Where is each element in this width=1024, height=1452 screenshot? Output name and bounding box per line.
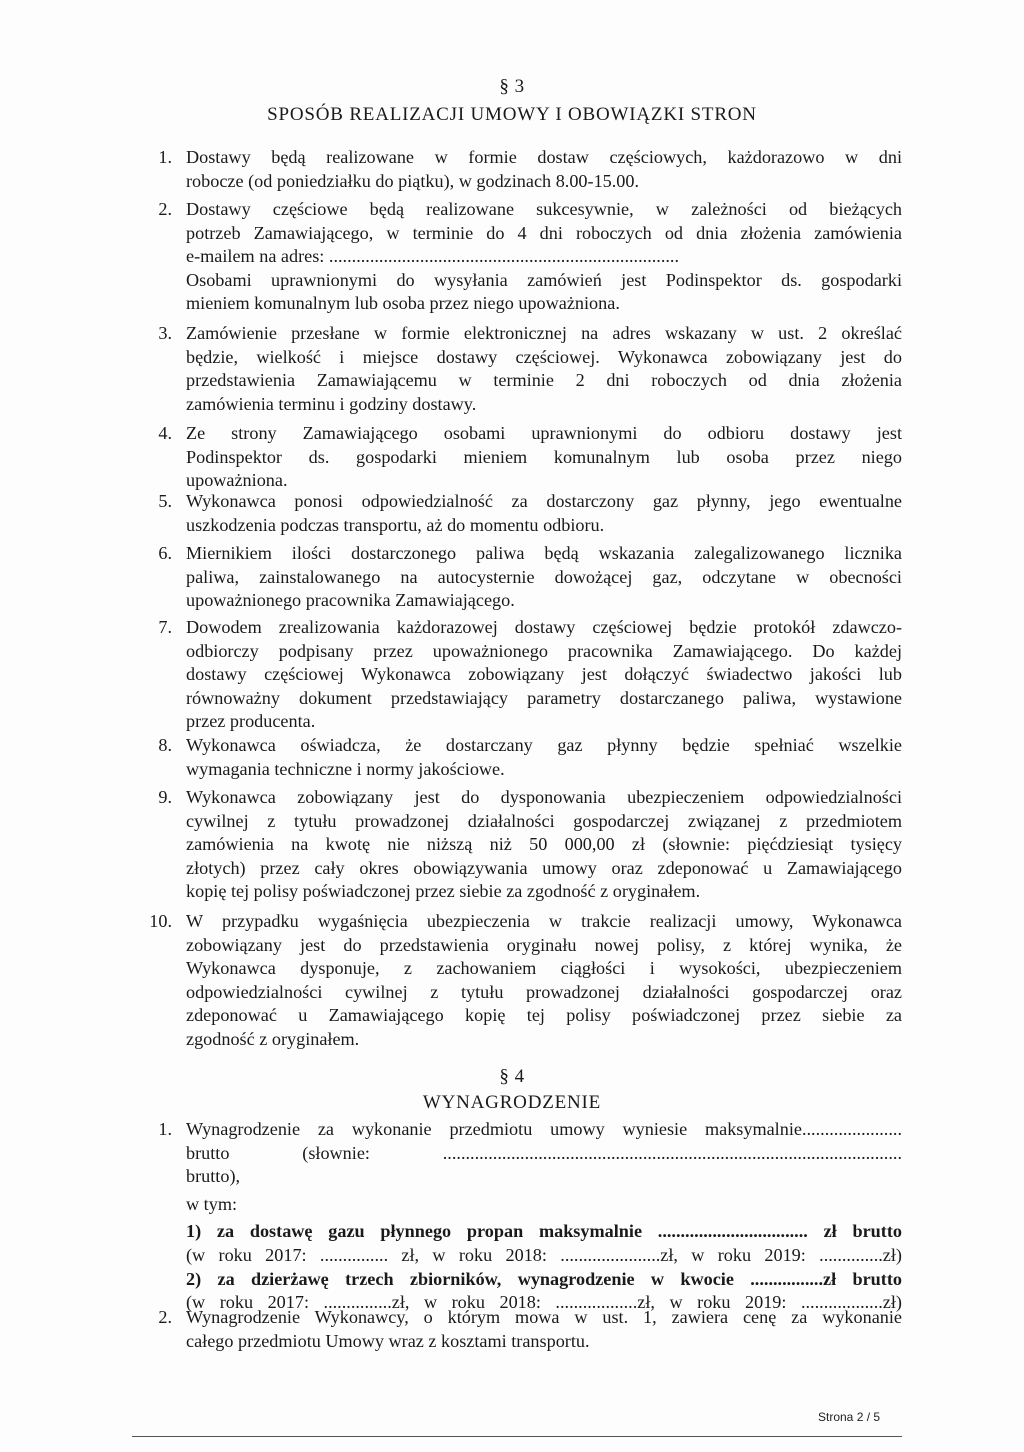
item-line: Miernikiem ilości dostarczonego paliwa będą wskazania zalegalizowanego licznika <box>186 543 902 563</box>
sub-item-tanks: 2) za dzierżawę trzech zbiorników, wynagrodzenie w kwocie ................zł brutto <box>186 1268 902 1289</box>
item-line: odbiorczy podpisany przez upoważnionego pracownika Zamawiającego. Do każdej <box>186 640 902 661</box>
item-number: 6. <box>158 543 172 563</box>
item-number: 5. <box>158 491 172 511</box>
item-line: równoważny dokument przedstawiający parametry dostarczanego paliwa, wystawione <box>186 687 902 708</box>
item-line: w tym: <box>186 1193 238 1214</box>
item-number: 10. <box>149 911 172 931</box>
item-line: przedstawienia Zamawiającemu w terminie 2 dni roboczych od dnia złożenia <box>186 370 902 391</box>
item-text <box>186 490 902 537</box>
item-text <box>186 910 902 1052</box>
item-number: 2. <box>158 199 172 219</box>
item-line: robocze (od poniedziałku do piątku), w godzinach 8.00-15.00. <box>186 170 640 191</box>
section-4-title: WYNAGRODZENIE <box>422 1092 602 1113</box>
item-line: zamówienia na kwotę nie niższą niż 50 000,00 zł (słownie: pięćdziesiąt tysięcy <box>186 834 902 855</box>
item-line: Dostawy częściowe będą realizowane sukcesywnie, w zależności od bieżących <box>186 199 902 219</box>
section-3-sign: § 3 <box>499 76 525 97</box>
section-4-sign: § 4 <box>499 1066 525 1087</box>
item-line: będzie, wielkość i miejsce dostawy częściowej. Wykonawca zobowiązany jest do <box>186 346 902 367</box>
item-text <box>186 734 902 781</box>
item-line: Osobami uprawnionymi do wysyłania zamówień jest Podinspektor ds. gospodarki <box>186 269 902 290</box>
item-line: upoważniona. <box>186 470 288 491</box>
item-line: W przypadku wygaśnięcia ubezpieczenia w trakcie realizacji umowy, Wykonawca <box>186 911 902 931</box>
item-line: paliwa, zainstalowanego na autocysternie dowożącej gaz, odczytane w obecności <box>186 566 902 587</box>
item-number: 2. <box>158 1307 172 1327</box>
item-line: Wykonawca oświadcza, że dostarczany gaz płynny będzie spełniać wszelkie <box>186 735 902 755</box>
section-3-title: SPOSÓB REALIZACJI UMOWY I OBOWIĄZKI STRON <box>267 104 757 125</box>
item-line: Dowodem zrealizowania każdorazowej dostawy częściowej będzie protokół zdawczo- <box>186 617 902 637</box>
item-line: Wynagrodzenie za wykonanie przedmiotu umowy wyniesie maksymalnie...................... <box>186 1119 902 1139</box>
item-line: cywilnej z tytułu prowadzonej działalności gospodarczej związanej z przedmiotem <box>186 810 902 831</box>
item-text <box>186 198 902 316</box>
item-line: mieniem komunalnym lub osoba przez niego upoważniona. <box>186 293 620 314</box>
item-line: upoważnionego pracownika Zamawiającego. <box>186 590 515 611</box>
item-line: zamówienia terminu i godziny dostawy. <box>186 393 477 414</box>
item-number: 1. <box>158 147 172 167</box>
item-text <box>186 422 902 493</box>
item-line: odpowiedzialności cywilnej z tytułu prowadzonej działalności gospodarczej oraz <box>186 981 902 1002</box>
item-text <box>186 786 902 904</box>
item-text <box>186 616 902 734</box>
sub-item-gas-years: (w roku 2017: ............... zł, w roku 2018: ......................zł, w roku 2019: ..............zł) <box>186 1244 902 1265</box>
item-number: 9. <box>158 787 172 807</box>
item-text <box>186 322 902 416</box>
item-line: dostawy częściowej Wykonawca zobowiązany jest dołączyć świadectwo jakości lub <box>186 664 902 685</box>
item-text <box>186 1306 902 1353</box>
item-line: kopię tej polisy poświadczonej przez siebie za zgodność z oryginałem. <box>186 881 701 902</box>
item-text <box>186 1118 902 1315</box>
page-number: Strona 2 / 5 <box>818 1410 881 1424</box>
item-line: Podinspektor ds. gospodarki mieniem komunalnym lub osoba przez niego <box>186 446 902 467</box>
item-line: brutto), <box>186 1166 241 1187</box>
item-number: 7. <box>158 617 172 637</box>
item-line: zgodność z oryginałem. <box>186 1028 360 1049</box>
item-line: e-mailem na adres: ............................................................................. <box>186 246 680 267</box>
item-line: Dostawy będą realizowane w formie dostaw częściowych, każdorazowo w dni <box>186 147 902 167</box>
item-line: przez producenta. <box>186 711 316 732</box>
item-line: Wykonawca ponosi odpowiedzialność za dostarczony gaz płynny, jego ewentualne <box>186 491 902 511</box>
item-text <box>186 542 902 613</box>
item-line: brutto (słownie: ..................................................................................................... <box>186 1142 902 1163</box>
footer-divider <box>132 1436 902 1437</box>
item-line: zobowiązany jest do przedstawienia oryginału nowej polisy, z której wynika, że <box>186 934 902 955</box>
item-number: 8. <box>158 735 172 755</box>
item-line: Wynagrodzenie Wykonawcy, o którym mowa w ust. 1, zawiera cenę za wykonanie <box>186 1307 902 1327</box>
item-line: Wykonawca dysponuje, z zachowaniem ciągłości i wysokości, ubezpieczeniem <box>186 958 902 979</box>
item-line: zdeponować u Zamawiającego kopię tej polisy poświadczonej przez siebie za <box>186 1005 902 1026</box>
item-line: wymagania techniczne i normy jakościowe. <box>186 758 505 779</box>
item-line: złotych) przez cały okres obowiązywania umowy oraz zdeponować u Zamawiającego <box>186 857 902 878</box>
item-number: 4. <box>158 423 172 443</box>
item-line: Ze strony Zamawiającego osobami uprawnionymi do odbioru dostawy jest <box>186 423 902 443</box>
item-text <box>186 146 902 193</box>
sub-item-tanks-years: (w roku 2017: ...............zł, w roku 2018: ..................zł, w roku 2019: ..................zł) <box>186 1292 902 1313</box>
item-line: Zamówienie przesłane w formie elektronicznej na adres wskazany w ust. 2 określać <box>186 323 902 343</box>
item-number: 1. <box>158 1119 172 1139</box>
item-number: 3. <box>158 323 172 343</box>
item-line: całego przedmiotu Umowy wraz z kosztami transportu. <box>186 1330 590 1351</box>
item-line: Wykonawca zobowiązany jest do dysponowania ubezpieczeniem odpowiedzialności <box>186 787 902 807</box>
item-line: potrzeb Zamawiającego, w terminie do 4 dni roboczych od dnia złożenia zamówienia <box>186 222 902 243</box>
item-line: uszkodzenia podczas transportu, aż do momentu odbioru. <box>186 514 605 535</box>
sub-item-gas: 1) za dostawę gazu płynnego propan maksymalnie ................................. zł brutto <box>186 1221 902 1242</box>
